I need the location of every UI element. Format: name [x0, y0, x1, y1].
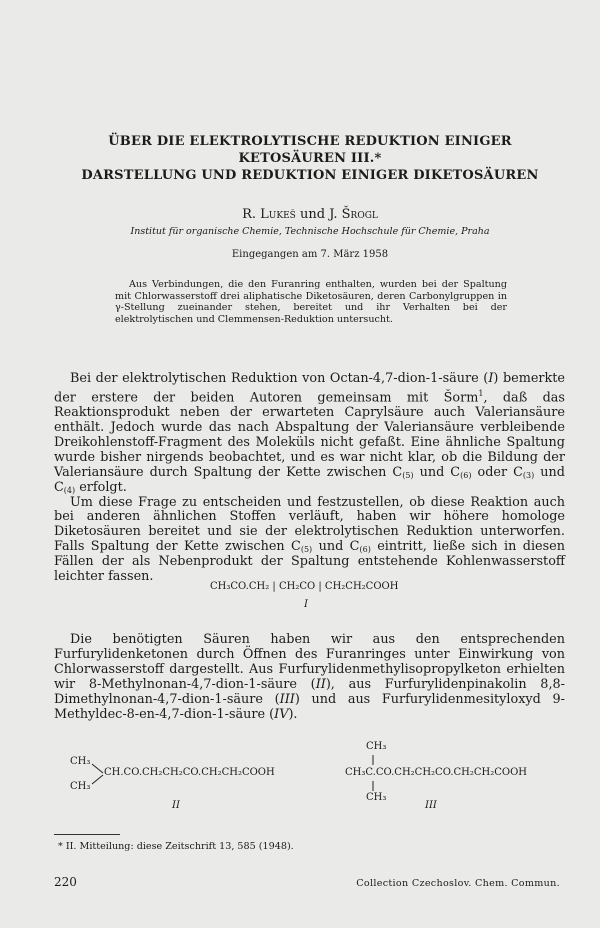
- authors: [60, 207, 560, 222]
- p1-text-5: oder C: [471, 464, 523, 480]
- institute: Institut für organische Chemie, Technische Hochschule für Chemie, Praha: [130, 226, 490, 237]
- p1-compound-ref: I: [488, 371, 494, 386]
- p3-text-2: ), aus Furfurylidenpinakolin 8,8-Dimethylnonan-4,7-dion-1-säure (: [54, 676, 565, 707]
- formula-I: [210, 581, 398, 592]
- formula-II-ch3-bottom: CH₃: [70, 781, 91, 792]
- page-number: 220: [54, 875, 77, 889]
- p1-text-4: und C: [413, 464, 461, 480]
- p1-text-1: Bei der elektrolytischen Reduktion von Octan-4,7-dion-1-säure (: [70, 371, 489, 386]
- received-date: Eingegangen am 7. März 1958: [231, 249, 389, 260]
- p1-sub-4: (4): [63, 485, 76, 495]
- title-line-2: KETOSÄUREN III.*: [238, 151, 382, 166]
- p2-sub-1: (5): [300, 545, 313, 555]
- p1-sub-3: (3): [522, 470, 535, 480]
- formula-I-part-3: CH₂CH₂COOH: [324, 581, 399, 592]
- p3-compound-ref-2: III: [279, 691, 295, 707]
- title-line-1: ÜBER DIE ELEKTROLYTISCHE REDUKTION EINIGER: [108, 134, 512, 149]
- formula-III-bond-bottom: [372, 780, 376, 792]
- formula-I-separator-1: |: [269, 581, 279, 592]
- authors-conjunction: und: [295, 207, 330, 222]
- p3-text-1: Die benötigten Säuren haben wir aus den entsprechenden Furfurylidenketonen durch Öffnen des Furanringes unter Einwirkung von Chlorwasserstoff dargestellt. Aus Furfurylidenmethylisopropylketon erhielten wir 8-Methylnonan-4,7-dion-1-säure (: [54, 632, 565, 692]
- formula-I-separator-2: |: [315, 581, 325, 592]
- body-section-2: [54, 633, 565, 722]
- footnote: * II. Mitteilung: diese Zeitschrift 13, 585 (1948).: [58, 841, 294, 852]
- formula-I-label: I: [304, 599, 308, 610]
- formula-II-label: II: [172, 800, 180, 811]
- paragraph-1: [54, 372, 565, 496]
- p1-sub-2: (6): [460, 470, 472, 480]
- p2-text-3: eintritt, ließe sich in diesen Fällen der als Nebenprodukt der Spaltung entstehende Kohlenwasserstoff leichter fassen.: [54, 539, 566, 585]
- formula-I-part-2: CH₂CO: [278, 581, 316, 592]
- formula-II-chain: CH.CO.CH₂CH₂CO.CH₂CH₂COOH: [104, 767, 275, 778]
- body-section-1: [54, 372, 565, 585]
- p1-text-7: erfolgt.: [75, 479, 127, 495]
- p1-sub-1: (5): [402, 470, 414, 480]
- p1-text-2: ) bemerkte der erstere der beiden Autoren gemeinsam mit Šorm: [54, 371, 566, 406]
- p3-compound-ref-3: IV: [274, 706, 289, 722]
- p3-text-4: ).: [288, 706, 298, 722]
- citation-ref: 1: [478, 388, 484, 398]
- article-title: [60, 133, 560, 184]
- p2-sub-2: (6): [359, 545, 371, 555]
- p1-text-6: und C: [54, 464, 565, 495]
- formula-III-label: III: [425, 800, 437, 811]
- author-2: J. Šrogl: [329, 207, 378, 222]
- p1-text-3: , daß das Reaktionsprodukt neben der erwarteten Caprylsäure auch Valeriansäure enthält. Jedoch wurde das nach Abspaltung der Valeriansäure verbleibende Dreikohlenstoff-Fragment des Moleküls nicht gefaßt. Eine ähnliche Spaltung wurde bisher nirgends beobachtet, und es war nicht klar, ob die Bildung der Valeriansäure durch Spaltung der Kette zwischen C: [54, 390, 565, 480]
- p2-text-1: Um diese Frage zu entscheiden und festzustellen, ob diese Reaktion auch bei anderen ähnlichen Stoffen verläuft, haben wir höhere homologe Diketosäuren bereitet und sie der elektrolytischen Reduktion unterworfen. Falls Spaltung der Kette zwischen C: [54, 494, 565, 555]
- paragraph-2: [54, 496, 565, 585]
- formula-II-ch3-top: CH₃: [70, 756, 91, 767]
- formula-II-branch-bonds: [91, 762, 105, 788]
- title-line-3: DARSTELLUNG UND REDUKTION EINIGER DIKETOSÄUREN: [81, 168, 539, 183]
- abstract: Aus Verbindungen, die den Furanring enthalten, wurden bei der Spaltung mit Chlorwasserstoff drei aliphatische Diketosäuren, deren Carbonylgruppen in γ-Stellung zueinander stehen, bereitet und ihr Verhalten bei der elektrolytischen und Clemmensen-Reduktion untersucht.: [115, 279, 507, 325]
- footnote-divider: [54, 834, 120, 835]
- formula-III-chain: CH₃C.CO.CH₂CH₂CO.CH₂CH₂COOH: [345, 767, 528, 778]
- p2-text-2: und C: [312, 539, 360, 555]
- p3-compound-ref-1: II: [315, 676, 326, 692]
- formula-III-ch3-bottom: CH₃: [366, 792, 387, 803]
- author-1: R. Lukeš: [242, 207, 296, 222]
- paragraph-3: [54, 633, 565, 722]
- formula-I-part-1: CH₃CO.CH₂: [210, 581, 270, 592]
- journal-name: Collection Czechoslov. Chem. Commun.: [356, 878, 560, 889]
- formula-III-ch3-top: CH₃: [366, 741, 387, 752]
- p3-text-3: ) und aus Furfurylidenmesityloxyd 9-Methyldec-8-en-4,7-dion-1-säure (: [54, 691, 565, 722]
- formula-III-bond-top: [372, 754, 376, 766]
